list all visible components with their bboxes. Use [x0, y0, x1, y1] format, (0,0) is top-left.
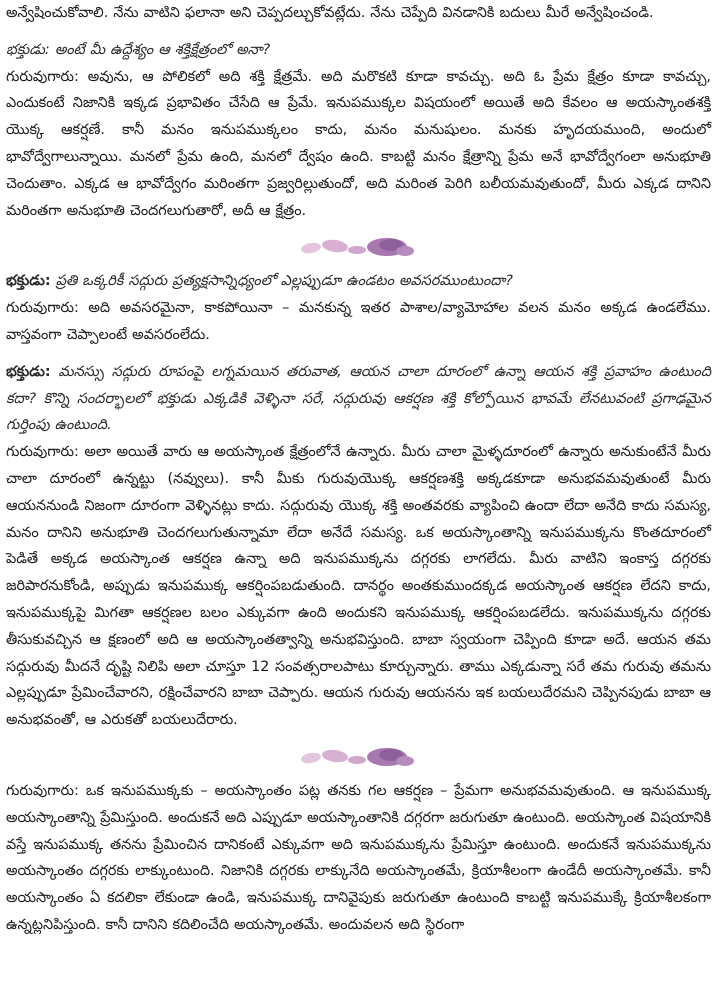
answer-text: ఒక ఇనుపముక్కకు – అయస్కాంతం పట్ల తనకు గల ఆకర్షణ – ప్రేమగా అనుభవమవుతుంది. ఆ ఇనుపముక్క అయస్కాంతాన్ని ప్రేమిస్తుంది. అందుకనే అది ఎప్పుడూ అయస్కాంతానికి దగ్గరగా జరుగుతూ ఉంటుంది. అయస్కాంత విషయానికి వస్తే ఇనుపముక్క తనను ప్రేమించిన దానికంటే ఎక్కువగా అది ఇనుపముక్కను ప్రేమిస్తూ ఉంటుంది. అందుకనే ఇనుపముక్కను అయస్కాంతం దగ్గరకు లాక్కుంటుంది. నిజానికి దగ్గరకు లాక్కునేది అయస్కాంతమే, క్రియాశీలంగా ఉండేదీ అయస్కాంతమే. కానీ అయస్కాంతం ఏ కదలికా లేకుండా ఉండి, ఇనుపముక్క దానివైపుకు జరుగుతూ ఉంటుంది కాబట్టి ఇనుపముక్కే క్రియాశీలకంగా ఉన్నట్లనిపిస్తుంది. కానీ దానిని కదిలించేది అయస్కాంతమే. అందువలన అది స్థిరంగా — [6, 782, 711, 933]
question-text: అంటే మీ ఉద్దేశ్యం ఆ శక్తిక్షేత్రంలో అనా? — [49, 41, 271, 58]
question-2 — [0, 268, 717, 295]
paragraph-text: అన్వేషించుకోవాలి. నేను వాటిని ఫలానా అని చెప్పదల్చుకోవట్లేదు. నేను చెప్పేది వినడానికి బదులు మీరే అన్వేషించండి. — [6, 5, 654, 21]
speaker-label: గురువుగారు: — [6, 444, 79, 461]
section-divider — [0, 740, 717, 774]
question-text: మనస్సు సద్గురు రూపంపై లగ్నమయిన తరువాత, ఆయన చాలా దూరంలో ఉన్నా ఆయన శక్తి ప్రవాహం ఉంటుంది కదా? కొన్ని సందర్భాలలో భక్తుడు ఎక్కడికి వెళ్ళినా సరే, సద్గురువు ఆకర్షణ శక్తి కోల్పోయిన భావమే లేనటువంటి ప్రగాఢమైన గుర్తింపు ఉంటుంది. — [6, 363, 711, 434]
answer-2 — [0, 295, 717, 349]
speaker-label: గురువుగారు: — [6, 300, 79, 317]
question-text: ప్రతి ఒక్కరికీ సద్గురు ప్రత్యక్షసాన్నిధ్యంలో ఎల్లప్పుడూ ఉండటం అవసరముంటుందా? — [50, 273, 513, 290]
petal-divider-icon — [299, 744, 419, 770]
answer-4 — [0, 778, 717, 939]
question-3 — [0, 359, 717, 439]
answer-1 — [0, 64, 717, 225]
speaker-label: భక్తుడు: — [6, 273, 51, 290]
answer-text: అది అవసరమైనా, కాకపోయినా – మనకున్న ఇతర పాశాల/వ్యామోహాల వలన మనం అక్కడ ఉండలేము. వాస్తవంగా చెప్పాలంటే అవసరంలేదు. — [6, 300, 711, 343]
section-divider — [0, 230, 717, 264]
speaker-label: భక్తుడు: — [6, 41, 50, 58]
question-1 — [0, 37, 717, 64]
answer-3 — [0, 439, 717, 734]
speaker-label: గురువుగారు: — [6, 68, 79, 85]
speaker-label: భక్తుడు: — [6, 363, 51, 380]
answer-text: అలా అయితే వారు ఆ అయస్కాంత క్షేత్రంలోనే ఉన్నారు. మీరు చాలా మైళ్ళదూరంలో ఉన్నారు అనుకుంటేనే మీరు చాలా దూరంలో ఉన్నట్టు (నవ్వులు). కానీ మీకు గురువుయొక్క ఆకర్షణశక్తి అక్కడకూడా అనుభవమవుతుంటే మీరు ఆయననుండి నిజంగా దూరంగా వెళ్ళినట్లు కాదు. సద్గురువు యొక్క శక్తి అంతవరకు వ్యాపించి ఉందా లేదా అనేది కాదు సమస్య, మనం దానిని అనుభూతి చెందగలుగుతున్నామా లేదా అనేదే సమస్య. ఒక అయస్కాంతాన్ని ఇనుపముక్కను కొంతదూరంలో పెడితే అక్కడ అయస్కాంత ఆకర్షణ ఉన్నా అది ఇనుపముక్కను దగ్గరకు లాగలేదు. మీరు వాటిని ఇంకాస్త దగ్గరకు జరిపారనుకోండి, అప్పుడు ఇనుపముక్క ఆకర్షింపబడుతుంది. దానర్థం అంతకుముందక్కడ అయస్కాంత ఆకర్షణ లేదని కాదు, ఇనుపముక్కపై మిగతా ఆకర్షణల బలం ఎక్కువగా ఉంది అందుకని ఇనుపముక్క ఆకర్షింపబడలేదు. ఇనుపముక్కను దగ్గరకు తీసుకువచ్చిన ఆ క్షణంలో అది ఆ అయస్కాంతత్వాన్ని అనుభవిస్తుంది. బాబా స్వయంగా చెప్పింది కూడా అదే. ఆయన తమ సద్గురువు మీదనే దృష్టి నిలిపి అలా చూస్తూ 12 సంవత్సరాలపాటు కూర్చున్నారు. తాము ఎక్కడున్నా సరే తమ గురువు తమను ఎల్లప్పుడూ ప్రేమించేవారని, రక్షించేవారని బాబా చెప్పారు. ఆయన గురువు ఆయనను ఇక బయలుదేరమని చెప్పినపుడు బాబా ఆ అనుభవంతో, ఆ ఎరుకతో బయలుదేరారు. — [6, 444, 711, 729]
speaker-label: గురువుగారు: — [6, 782, 79, 799]
answer-text: అవును, ఆ పోలికలో అది శక్తి క్షేత్రమే. అది మరొకటి కూడా కావచ్చు. అది ఓ ప్రేమ క్షేత్రం కూడా కావచ్చు, ఎందుకంటే నిజానికి ఇక్కడ ప్రభావితం చేసేది ఆ ప్రేమే. ఇనుపముక్కల విషయంలో అయితే అది కేవలం ఆ అయస్కాంతశక్తి యొక్క ఆకర్షణే. కానీ మనం ఇనుపముక్కలం కాదు, మనం మనుషులం. మనకు హృదయముంది, అందులో భావోద్వేగాలున్నాయి. మనలో ప్రేమ ఉంది, మనలో ద్వేషం ఉంది. కాబట్టి మనం క్షేత్రాన్ని ప్రేమ అనే భావోద్వేగంలా అనుభూతి చెందుతాం. ఎక్కడ ఆ భావోద్వేగం మరింతగా ప్రజ్వరిల్లుతుందో, అది మరింత పెరిగి బలీయమవుతుందో, మీరు ఎక్కడ దానిని మరింతగా అనుభూతి చెందగలుగుతారో, అదీ ఆ క్షేత్రం. — [6, 68, 711, 219]
paragraph-intro — [0, 0, 717, 27]
petal-divider-icon — [299, 234, 419, 260]
